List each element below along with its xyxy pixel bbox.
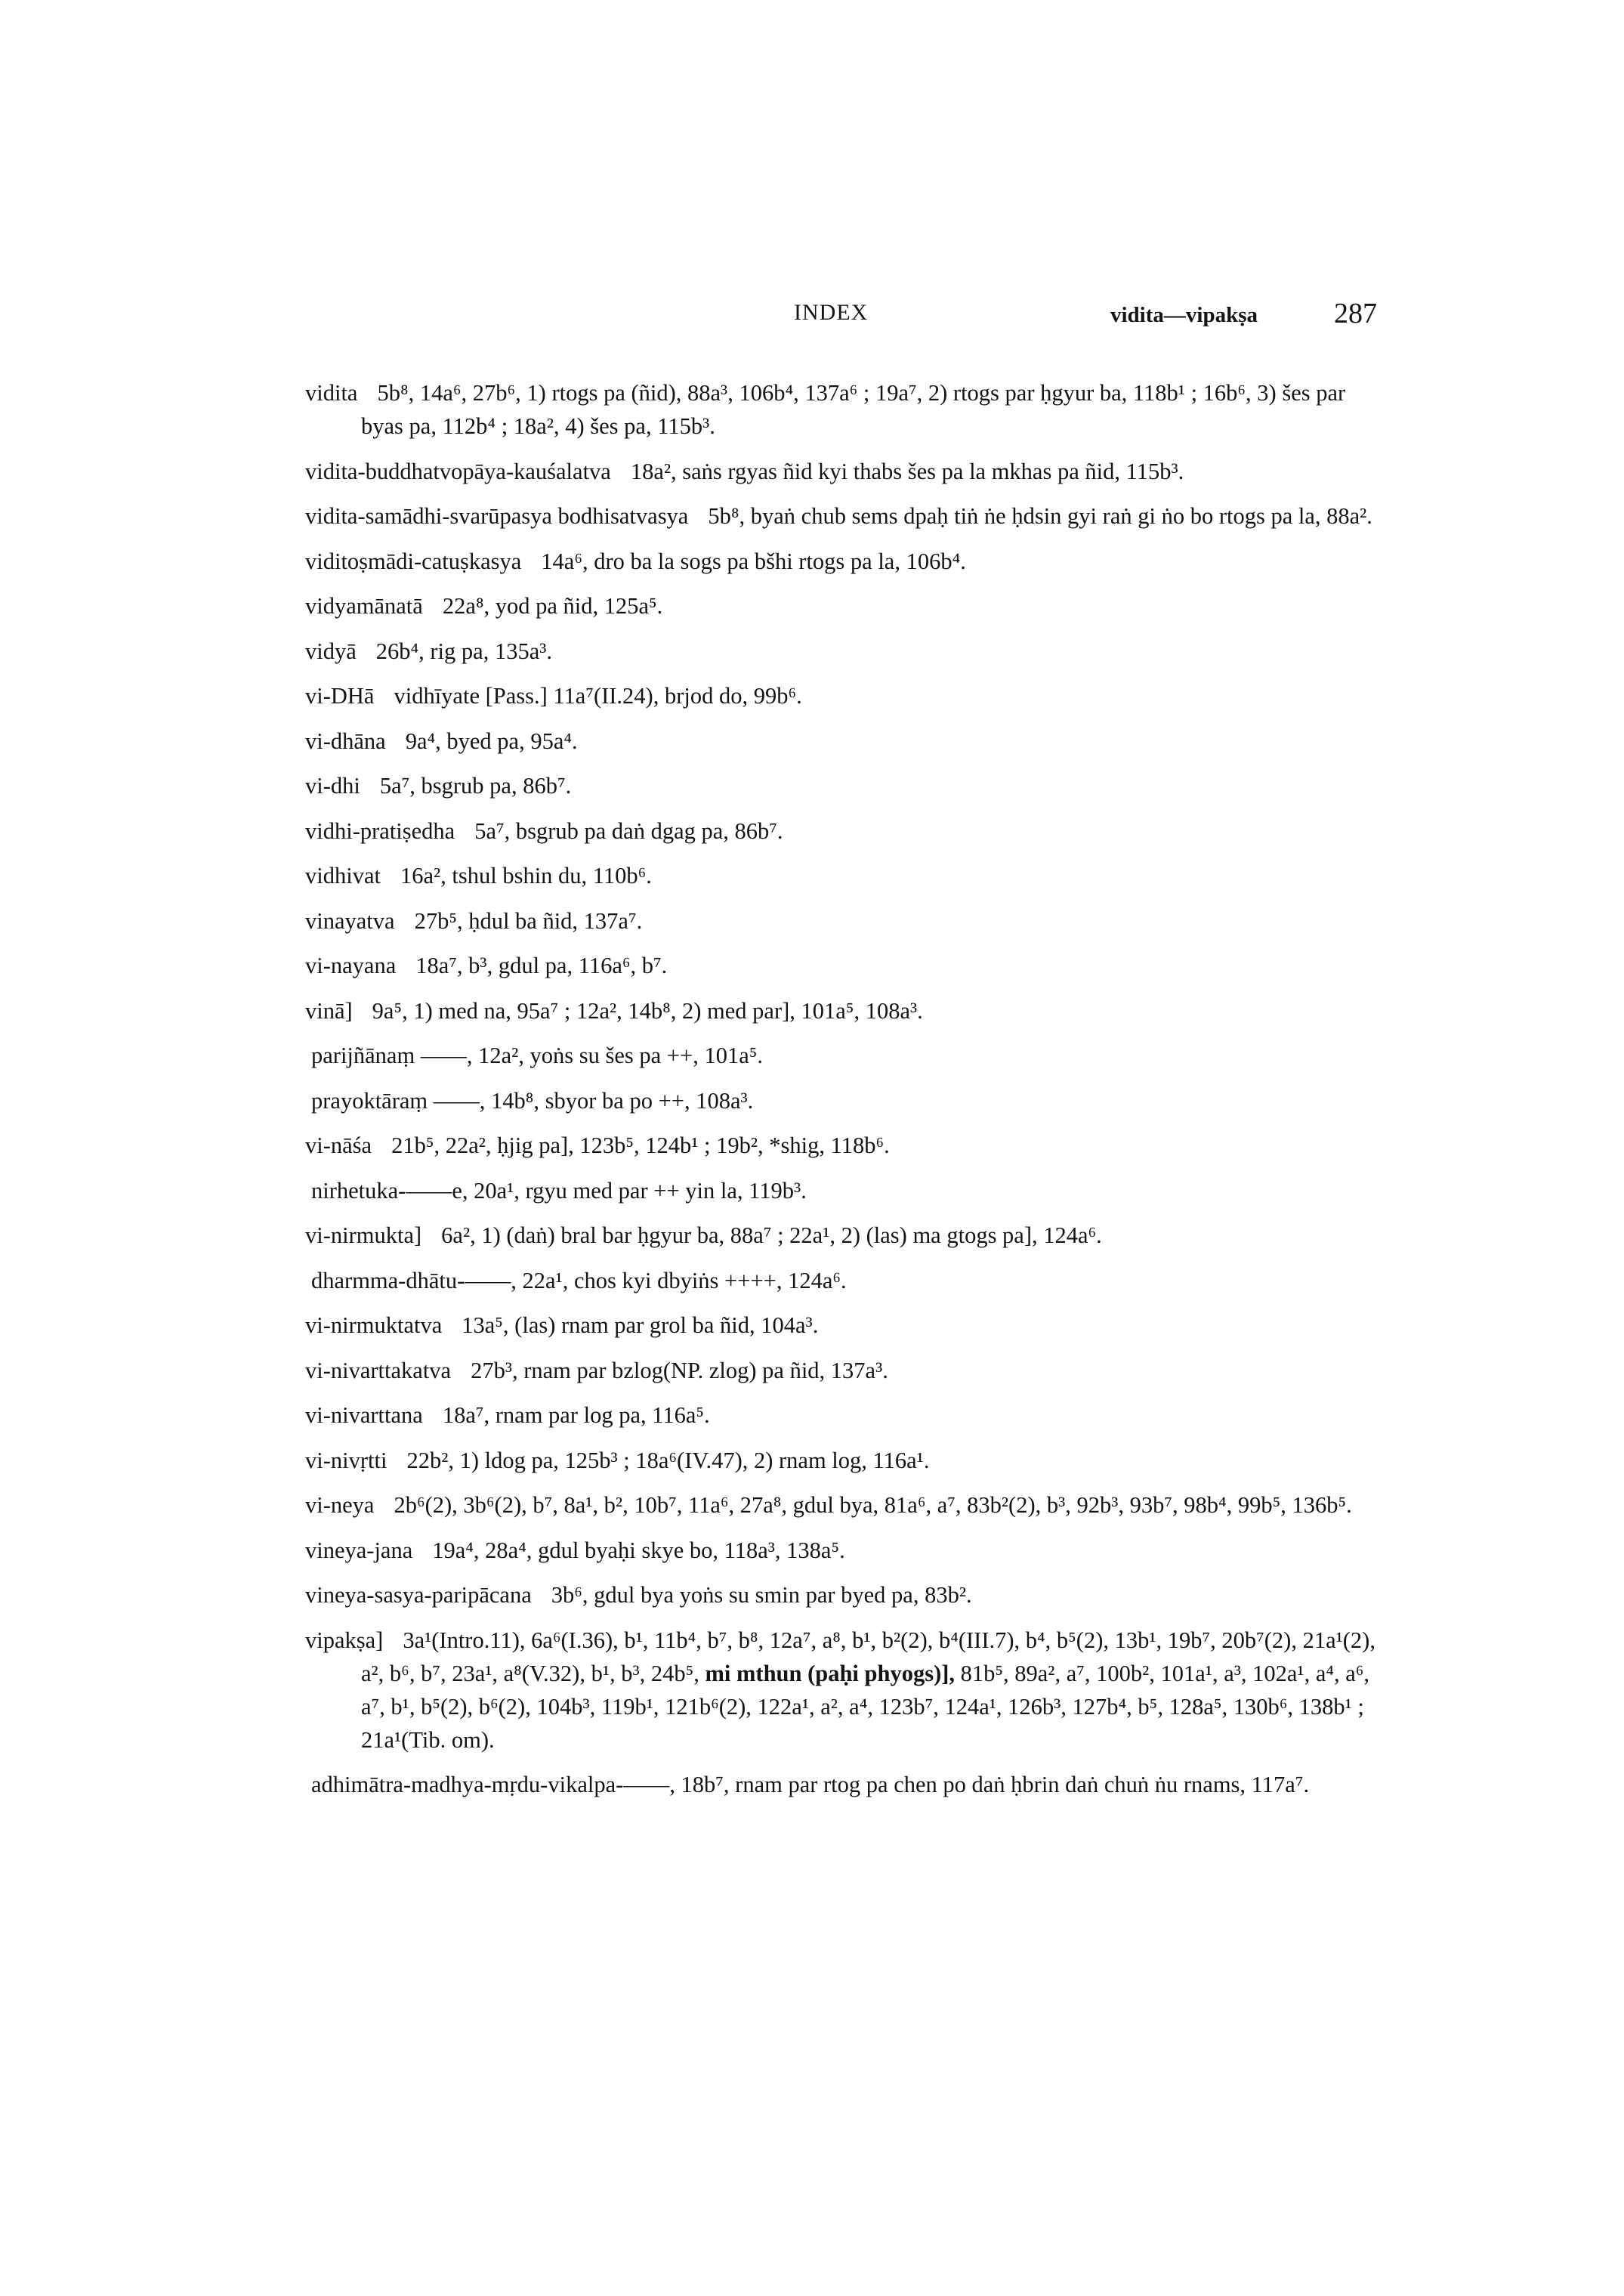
entry-term: vi-nirmuktatva bbox=[305, 1312, 443, 1338]
index-subentry bbox=[305, 1768, 1378, 1801]
entry-text: 16a², tshul bshin du, 110b⁶. bbox=[400, 863, 652, 888]
entry-term: vidhivat bbox=[305, 863, 381, 888]
entry-term: dharmma-dhātu-——, bbox=[311, 1267, 517, 1293]
entry-text: 14a⁶, dro ba la sogs pa bšhi rtogs pa la, 106b⁴. bbox=[541, 548, 966, 574]
entry-term: vidyamānatā bbox=[305, 593, 423, 619]
entry-text: 27b⁵, ḥdul ba ñid, 137a⁷. bbox=[414, 907, 643, 934]
index-entry bbox=[305, 949, 1378, 982]
entry-term: vi-nivarttakatva bbox=[305, 1357, 452, 1383]
entry-text: 14b⁸, sbyor ba po ++, 108a³. bbox=[491, 1087, 754, 1114]
entry-term: vipakṣa] bbox=[305, 1627, 384, 1653]
entry-term: vi-nāśa bbox=[305, 1133, 372, 1158]
entry-text: 2b⁶(2), 3b⁶(2), b⁷, 8a¹, b², 10b⁷, 11a⁶, 27a⁸, gdul bya, 81a⁶, a⁷, 83b²(2), b³, 92b³, 93b⁷, 98b⁴, 99b⁵, 136b⁵. bbox=[394, 1492, 1352, 1518]
index-entry bbox=[305, 1309, 1378, 1342]
entry-text: 22b², 1) ldog pa, 125b³ ; 18a⁶(IV.47), 2) rnam log, 116a¹. bbox=[406, 1447, 930, 1473]
index-entry bbox=[305, 1219, 1378, 1252]
entry-text: 18b⁷, rnam par rtog pa chen po daṅ ḥbrin daṅ chuṅ ṅu rnams, 117a⁷. bbox=[681, 1772, 1310, 1797]
entry-text: 9a⁴, byed pa, 95a⁴. bbox=[405, 728, 578, 754]
index-subentry bbox=[305, 1084, 1378, 1117]
entry-term: vidita-samādhi-svarūpasya bodhisatvasya bbox=[305, 503, 689, 529]
entry-text: 18a⁷, rnam par log pa, 116a⁵. bbox=[442, 1402, 710, 1428]
entry-text: 22a⁸, yod pa ñid, 125a⁵. bbox=[442, 593, 663, 619]
entry-text: 5a⁷, bsgrub pa daṅ dgag pa, 86b⁷. bbox=[474, 817, 783, 844]
entry-text: 27b³, rnam par bzlog(NP. zlog) pa ñid, 137a³. bbox=[471, 1357, 888, 1383]
index-entry bbox=[305, 589, 1378, 623]
index-entry bbox=[305, 904, 1378, 938]
entry-term: viditoṣmādi-catuṣkasya bbox=[305, 548, 522, 574]
entry-term: vi-nivṛtti bbox=[305, 1447, 387, 1473]
entry-term: prayoktāraṃ ——, bbox=[311, 1087, 486, 1114]
entry-term: vinā] bbox=[305, 997, 353, 1024]
entry-text: 6a², 1) (daṅ) bral bar ḥgyur ba, 88a⁷ ; 22a¹, 2) (las) ma gtogs pa], 124a⁶. bbox=[441, 1222, 1102, 1248]
entry-term: vi-nayana bbox=[305, 953, 397, 978]
entry-text: 9a⁵, 1) med na, 95a⁷ ; 12a², 14b⁸, 2) med par], 101a⁵, 108a³. bbox=[372, 997, 923, 1024]
index-entry bbox=[305, 679, 1378, 712]
entry-text: 3a¹(Intro.11), 6a⁶(I.36), b¹, 11b⁴, b⁷, b⁸, 12a⁷, a⁸, b¹, b²(2), b⁴(III.7), b⁴, b⁵(2), 13b¹, 19b⁷, 20b⁷(2), 21a¹(2), a², b⁶, b⁷, 23a¹, a⁸(V.32), b¹, b³, 24b⁵, bbox=[361, 1627, 1375, 1686]
entry-term: nirhetuka-——e, bbox=[311, 1177, 468, 1204]
entry-term: vi-dhi bbox=[305, 773, 360, 799]
entry-term: vidita-buddhatvopāya-kauśalatva bbox=[305, 458, 611, 484]
entry-range: vidita—vipakṣa bbox=[1110, 303, 1258, 327]
page-number: 287 bbox=[1334, 298, 1377, 329]
entry-term: vi-dhāna bbox=[305, 728, 386, 754]
entry-term: vidhi-pratiṣedha bbox=[305, 817, 455, 844]
index-entry bbox=[305, 859, 1378, 892]
entry-text-continued: 81b⁵, 89a², a⁷, 100b², 101a¹, a³, 102a¹, a⁴, a⁶, a⁷, b¹, b⁵(2), b⁶(2), 104b³, 119b¹, 121b⁶(2), 122a¹, a², a⁴, 123b⁷, 124a¹, 126b³, 127b⁴, b⁵, 128a⁵, 130b⁶, 138b¹ ; 21a¹(Tib. om). bbox=[361, 1660, 1370, 1753]
entry-term: vidita bbox=[305, 380, 358, 406]
running-title: INDEX bbox=[794, 300, 869, 325]
index-entry bbox=[305, 545, 1378, 578]
index-entry bbox=[305, 814, 1378, 848]
entry-term: vidyā bbox=[305, 638, 357, 664]
entry-text: 13a⁵, (las) rnam par grol ba ñid, 104a³. bbox=[462, 1312, 819, 1338]
entry-term: vi-neya bbox=[305, 1492, 375, 1518]
index-entries bbox=[305, 376, 1378, 1813]
index-entry bbox=[305, 1354, 1378, 1387]
entry-bold-text: mi mthun (paḥi phyogs)], bbox=[705, 1660, 956, 1686]
index-entry bbox=[305, 499, 1378, 533]
page-header bbox=[0, 297, 1624, 342]
entry-text: 22a¹, chos kyi dbyiṅs ++++, 124a⁶. bbox=[522, 1267, 847, 1293]
index-entry bbox=[305, 994, 1378, 1027]
entry-term: vi-nivarttana bbox=[305, 1402, 423, 1428]
entry-text: 5a⁷, bsgrub pa, 86b⁷. bbox=[379, 773, 572, 799]
entry-text: 5b⁸, 14a⁶, 27b⁶, 1) rtogs pa (ñid), 88a³, 106b⁴, 137a⁶ ; 19a⁷, 2) rtogs par ḥgyur ba, 118b¹ ; 16b⁶, 3) šes par byas pa, 112b⁴ ; 18a², 4) šes pa, 115b³. bbox=[361, 380, 1346, 439]
index-entry bbox=[305, 1398, 1378, 1432]
entry-term: parijñānaṃ ——, bbox=[311, 1043, 473, 1068]
entry-text: 19a⁴, 28a⁴, gdul byaḥi skye bo, 118a³, 138a⁵. bbox=[432, 1537, 845, 1563]
index-entry bbox=[305, 725, 1378, 758]
entry-term: vinayatva bbox=[305, 907, 395, 934]
entry-text: 5b⁸, byaṅ chub sems dpaḥ tiṅ ṅe ḥdsin gyi raṅ gi ṅo bo rtogs pa la, 88a². bbox=[708, 503, 1372, 529]
entry-term: adhimātra-madhya-mṛdu-vikalpa-——, bbox=[311, 1772, 675, 1797]
entry-term: vineya-sasya-paripācana bbox=[305, 1582, 532, 1608]
index-entry bbox=[305, 1488, 1378, 1522]
entry-text: 26b⁴, rig pa, 135a³. bbox=[375, 638, 552, 664]
entry-text: 12a², yoṅs su šes pa ++, 101a⁵. bbox=[478, 1043, 764, 1068]
entry-term: vineya-jana bbox=[305, 1537, 413, 1563]
entry-text: 20a¹, rgyu med par ++ yin la, 119b³. bbox=[474, 1177, 807, 1204]
entry-text: 18a², saṅs rgyas ñid kyi thabs šes pa la mkhas pa ñid, 115b³. bbox=[630, 458, 1184, 484]
entry-text: 18a⁷, b³, gdul pa, 116a⁶, b⁷. bbox=[415, 953, 668, 978]
entry-text: 21b⁵, 22a², ḥjig pa], 123b⁵, 124b¹ ; 19b², *shig, 118b⁶. bbox=[391, 1133, 890, 1158]
entry-text: vidhīyate [Pass.] 11a⁷(II.24), brjod do, 99b⁶. bbox=[394, 683, 802, 709]
index-entry bbox=[305, 635, 1378, 668]
index-entry bbox=[305, 455, 1378, 488]
index-subentry bbox=[305, 1264, 1378, 1297]
index-entry bbox=[305, 769, 1378, 802]
entry-text: 3b⁶, gdul bya yoṅs su smin par byed pa, 83b². bbox=[551, 1582, 972, 1608]
index-entry bbox=[305, 1578, 1378, 1612]
index-entry bbox=[305, 1129, 1378, 1162]
index-entry bbox=[305, 1624, 1378, 1757]
index-subentry bbox=[305, 1039, 1378, 1072]
entry-term: vi-DHā bbox=[305, 683, 375, 709]
index-subentry bbox=[305, 1174, 1378, 1207]
index-entry bbox=[305, 376, 1378, 443]
index-entry bbox=[305, 1534, 1378, 1567]
index-entry bbox=[305, 1444, 1378, 1477]
entry-term: vi-nirmukta] bbox=[305, 1222, 422, 1248]
